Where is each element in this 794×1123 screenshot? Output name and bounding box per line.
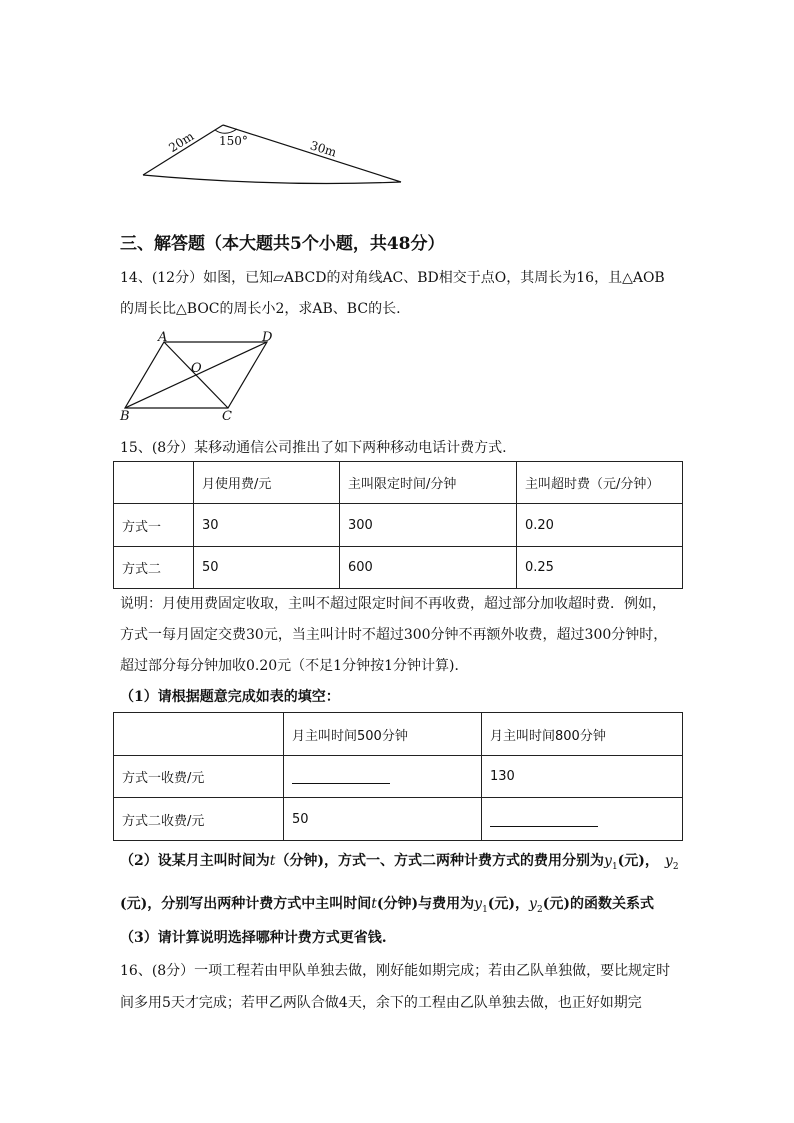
label-20m: 20m xyxy=(166,129,197,155)
subscript-2: 2 xyxy=(536,904,543,915)
label-o: O xyxy=(191,361,202,376)
answer-blank[interactable] xyxy=(292,769,390,784)
section-heading: 三、解答题（本大题共5个小题，共48分） xyxy=(120,234,445,254)
q15-note-line2: 方式一每月固定交费30元，当主叫计时不超过300分钟不再额外收费，超过300分钟时， xyxy=(120,627,668,643)
var-t: t xyxy=(371,896,377,912)
label-a: A xyxy=(158,330,168,345)
q15-intro: 15、(8分）某移动通信公司推出了如下两种移动电话计费方式. xyxy=(120,440,507,456)
var-y1: y xyxy=(604,853,612,869)
q16-line2: 间多用5天才完成；若甲乙两队合做4天，余下的工程由乙队单独去做，也正好如期完 xyxy=(120,995,642,1011)
var-y2: y xyxy=(664,853,673,869)
table-header-cell xyxy=(114,462,194,504)
label-b: B xyxy=(120,409,130,424)
text-segment: （分钟)，方式一、方式二两种计费方式的费用分别为 xyxy=(275,853,605,869)
q15-part2-line2 xyxy=(120,894,654,920)
answer-blank-cell[interactable] xyxy=(482,798,683,841)
table-cell: 0.20 xyxy=(517,504,683,547)
var-y1: y xyxy=(474,896,483,912)
text-segment: （2）设某月主叫时间为 xyxy=(120,853,270,869)
text-segment: (分钟)与费用为 xyxy=(376,896,475,912)
table-header-cell: 月主叫时间800分钟 xyxy=(482,713,683,756)
answer-blank[interactable] xyxy=(490,812,598,827)
table-cell: 30 xyxy=(194,504,340,547)
fill-in-table xyxy=(113,712,683,841)
billing-table xyxy=(113,461,683,589)
q14-line1: 14、(12分）如图，已知▱ABCD的对角线AC、BD相交于点O，其周长为16，且△AOB xyxy=(120,270,665,286)
table-header-cell xyxy=(114,713,284,756)
subscript-1: 1 xyxy=(611,861,618,872)
label-d: D xyxy=(262,330,273,345)
table-header-cell: 月使用费/元 xyxy=(194,462,340,504)
q15-note-line1: 说明：月使用费固定收取，主叫不超过限定时间不再收费，超过部分加收超时费．例如， xyxy=(120,596,666,612)
text-segment: (元)，分别写出两种计费方式中主叫时间 xyxy=(120,896,372,912)
subscript-1: 1 xyxy=(482,904,488,915)
text-segment: (元)， xyxy=(487,896,530,912)
table-cell: 130 xyxy=(482,756,683,798)
q14-line2: 的周长比△BOC的周长小2，求AB、BC的长. xyxy=(120,301,401,317)
table-cell: 方式一 xyxy=(114,504,194,547)
subscript-2: 2 xyxy=(672,861,679,872)
table-header-cell: 月主叫时间500分钟 xyxy=(284,713,482,756)
label-30m: 30m xyxy=(308,138,339,160)
var-t: t xyxy=(269,853,276,869)
table-cell: 方式二收费/元 xyxy=(114,798,284,841)
table-cell: 50 xyxy=(194,547,340,589)
var-y2: y xyxy=(529,896,537,912)
q15-part2-line1 xyxy=(120,851,679,877)
text-segment: (元)， xyxy=(617,853,659,869)
q16-line1: 16、(8分）一项工程若由甲队单独去做，刚好能如期完成；若由乙队单独做，要比规定时 xyxy=(120,963,671,979)
table-header-cell: 主叫超时费（元/分钟） xyxy=(517,462,683,504)
q15-part3: （3）请计算说明选择哪种计费方式更省钱. xyxy=(120,930,387,946)
q15-part1: （1）请根据题意完成如表的填空： xyxy=(120,689,340,705)
table-header-cell: 主叫限定时间/分钟 xyxy=(340,462,517,504)
table-cell: 方式二 xyxy=(114,547,194,589)
table-cell: 方式一收费/元 xyxy=(114,756,284,798)
label-c: C xyxy=(222,409,232,424)
table-cell: 600 xyxy=(340,547,517,589)
table-cell: 0.25 xyxy=(517,547,683,589)
text-segment: (元)的函数关系式 xyxy=(542,896,654,912)
answer-blank-cell[interactable] xyxy=(284,756,482,798)
table-cell: 50 xyxy=(284,798,482,841)
table-cell: 300 xyxy=(340,504,517,547)
triangle-base-arc xyxy=(143,175,401,183)
q15-note-line3: 超过部分每分钟加收0.20元（不足1分钟按1分钟计算)． xyxy=(120,658,469,674)
label-angle-150: 150° xyxy=(219,134,248,148)
